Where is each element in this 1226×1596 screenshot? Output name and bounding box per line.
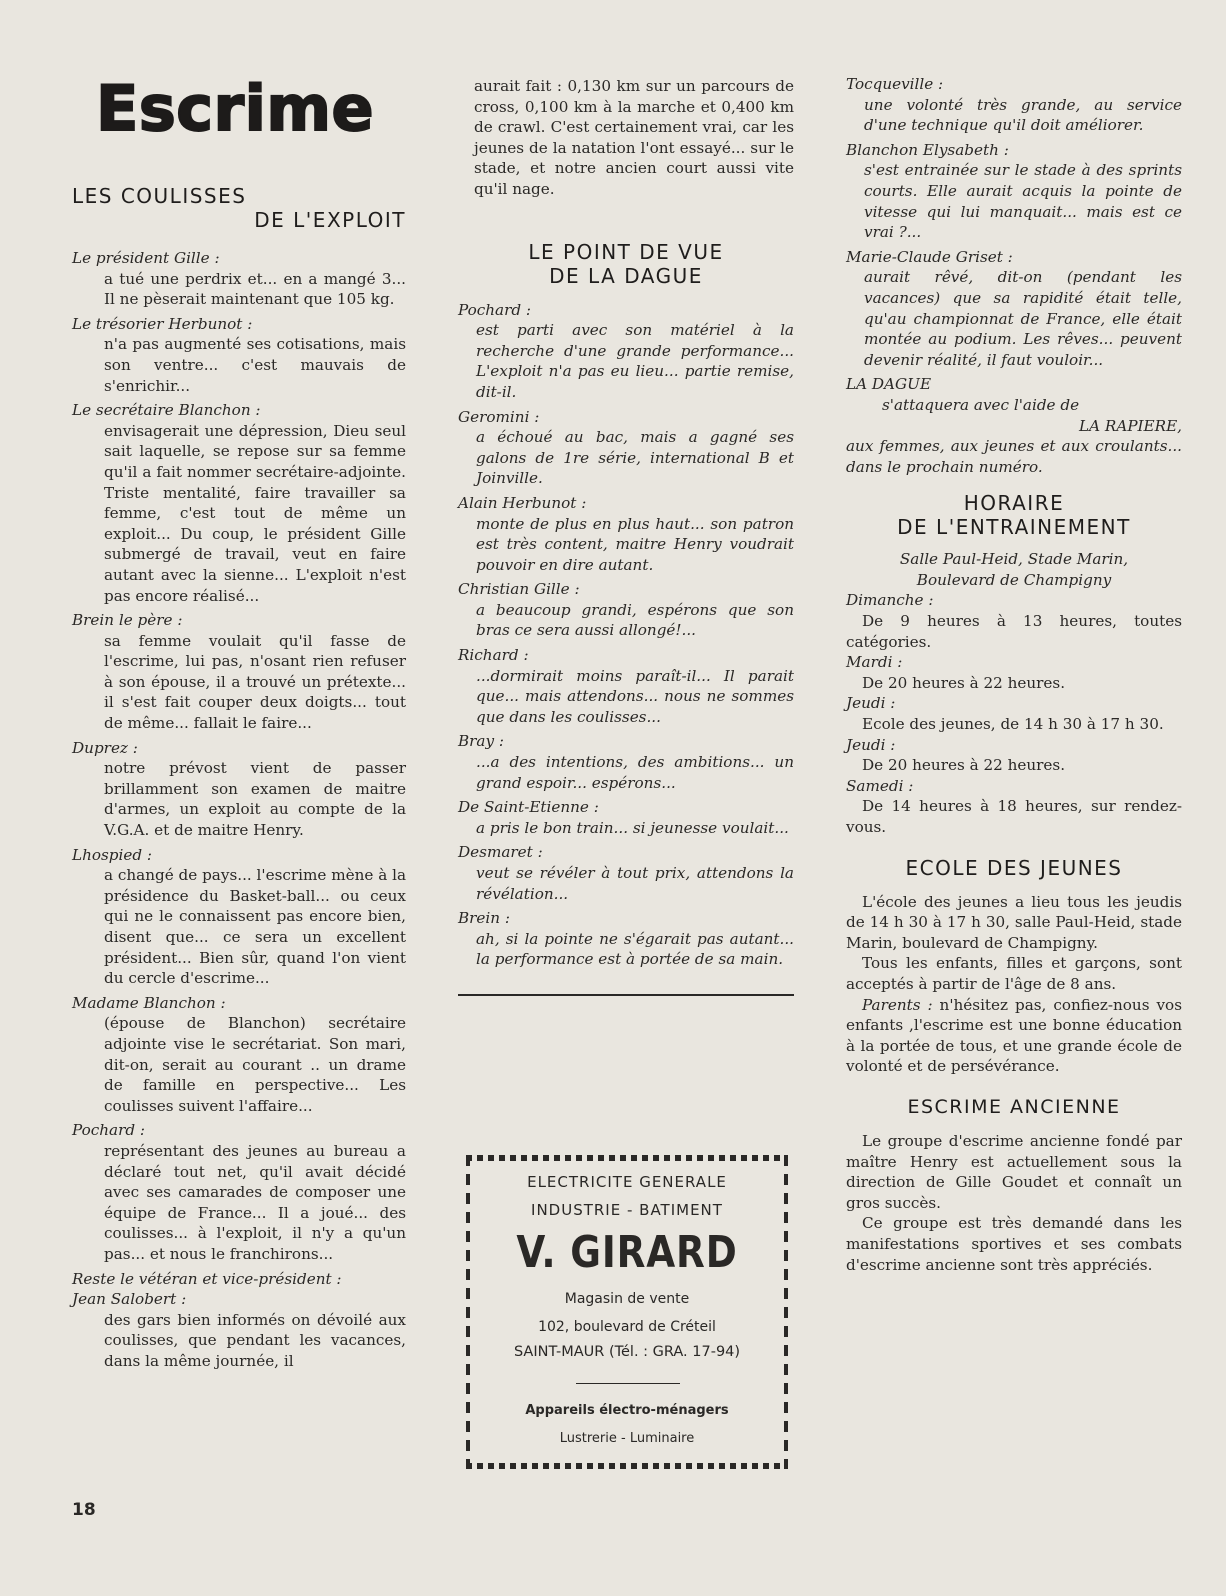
dague-list-continued [846, 74, 1182, 370]
entry-text: notre prévost vient de passer brillamment son examen de maitre d'armes, un exploit au compte de la V.G.A. et de maitre Henry. [104, 759, 406, 840]
entry-item [72, 400, 406, 606]
schedule-day: Mardi : [846, 653, 903, 672]
ad-line-industrie: INDUSTRIE - BATIMENT [531, 1201, 723, 1219]
section-heading-ecole: ECOLE DES JEUNES [905, 855, 1123, 880]
entry-item [846, 247, 1182, 371]
entry-name: De Saint-Etienne : [458, 798, 599, 817]
dague-list [458, 300, 794, 970]
entry-text: représentant des jeunes au bureau a déclaré tout net, qu'il avait décidé avec ses camarades de composer une équipe de France... Il a joué... des coulisses... à l'exploit, il n'y a qu'un pas... et nous le franchirons... [104, 1141, 406, 1263]
ad-border-top [466, 1155, 788, 1161]
entry-text: a changé de pays... l'escrime mène à la présidence du Basket-ball... ou ceux qui ne le connaissent pas encore bien, disent que... ce sera un excellent président... Bien sûr, quand l'on vient du cercle d'escrime... [104, 866, 406, 988]
dague-text-2: LA RAPIERE, [1079, 416, 1182, 435]
ancienne-paragraph-1: Le groupe d'escrime ancienne fondé par maître Henry est actuellement sous la direction de Gille Goudet et connaît un gros succès. [846, 1131, 1182, 1212]
entry-item [72, 993, 406, 1117]
ecole-paragraph-3: Parents : n'hésitez pas, confiez-nous vos enfants ,l'escrime est une bonne éducation à la portée de tous, et une grande école de volonté et de persévérance. [846, 995, 1182, 1076]
schedule-day: Jeudi : [846, 694, 896, 713]
entry-item [458, 842, 794, 904]
entry-name: Le secrétaire Blanchon : [72, 401, 261, 420]
entry-name: Lhospied : [72, 845, 153, 864]
entry-name: Geromini : [458, 407, 540, 426]
entry-item [72, 314, 406, 396]
entry-text: monte de plus en plus haut... son patron est très content, maitre Henry voudrait pouvoir en dire autant. [476, 514, 794, 574]
entry-name: Pochard : [72, 1121, 146, 1140]
horaire-place-1: Salle Paul-Heid, Stade Marin, [899, 550, 1129, 569]
entry-name: Desmaret : [458, 843, 543, 862]
entry-text: (épouse de Blanchon) secrétaire adjointe vise le secrétariat. Son mari, dit-on, serait au courant .. un drame de famille en perspective... Les coulisses suivent l'affaire... [104, 1014, 406, 1115]
schedule-hours: Ecole des jeunes, de 14 h 30 à 17 h 30. [862, 715, 1164, 734]
dague-text-1: s'attaquera avec l'aide de [882, 395, 1080, 414]
entry-text: est parti avec son matériel à la recherche d'une grande performance... L'exploit n'a pas eu lieu... partie remise, dit-il. [476, 321, 794, 401]
advertisement-girard [466, 1155, 788, 1469]
entry-name: Brein le père : [72, 611, 183, 630]
reste-line: Reste le vétéran et vice-président : [72, 1269, 342, 1288]
section-heading-horaire: HORAIRE DE L'ENTRAINEMENT [897, 491, 1131, 540]
schedule-day: Samedi : [846, 776, 914, 795]
coulisses-list [72, 248, 406, 1265]
ad-brand-name: V. GIRARD [516, 1227, 738, 1278]
entry-item [72, 248, 406, 310]
entry-item [846, 140, 1182, 243]
entry-text: a tué une perdrix et... en a mangé 3... Il ne pèserait maintenant que 105 kg. [104, 269, 406, 309]
entry-text: une volonté très grande, au service d'une technique qu'il doit améliorer. [864, 95, 1182, 135]
schedule-day: Jeudi : [846, 735, 896, 754]
ecole-paragraph-1: L'école des jeunes a lieu tous les jeudis de 14 h 30 à 17 h 30, salle Paul-Heid, stade Marin, boulevard de Champigny. [846, 892, 1182, 952]
ad-border-bottom [466, 1463, 788, 1469]
entry-name: Richard : [458, 646, 529, 665]
entry-name: Duprez : [72, 738, 138, 757]
entry-name: Madame Blanchon : [72, 993, 226, 1012]
ad-line-lustrerie: Lustrerie - Luminaire [559, 1431, 695, 1446]
schedule-hours: De 20 heures à 22 heures. [862, 673, 1066, 692]
schedule-hours: De 9 heures à 13 heures, toutes catégories. [846, 612, 1182, 651]
entry-name: Christian Gille : [458, 580, 580, 599]
entry-item [458, 407, 794, 489]
entry-name: Jean Salobert : [72, 1290, 187, 1309]
entry-text: ...dormirait moins paraît-il... Il parait que... mais attendons... nous ne sommes que dans les coulisses... [476, 666, 794, 726]
entry-name: Pochard : [458, 300, 532, 319]
ancienne-paragraph-2: Ce groupe est très demandé dans les manifestations sportives et ses combats d'escrime ancienne sont très appréciés. [846, 1214, 1182, 1274]
entry-item [458, 579, 794, 641]
entry-item [72, 610, 406, 734]
horaire-place-2: Boulevard de Champigny [916, 570, 1112, 589]
entry-text: ah, si la pointe ne s'égarait pas autant... la performance est à portée de sa main. [476, 929, 794, 969]
ad-line-phone: SAINT-MAUR (Tél. : GRA. 17-94) [513, 1344, 741, 1360]
entry-item [458, 645, 794, 727]
entry-name: Marie-Claude Griset : [846, 247, 1013, 266]
ad-line-magasin: Magasin de vente [564, 1291, 690, 1307]
entry-item [846, 74, 1182, 136]
divider-rule [458, 994, 794, 996]
entry-item [458, 300, 794, 403]
entry-name: Bray : [458, 732, 505, 751]
ad-line-address: 102, boulevard de Créteil [538, 1319, 716, 1335]
entry-text: ...a des intentions, des ambitions... un grand espoir... espérons... [476, 753, 794, 792]
column-right [846, 74, 1182, 1275]
ecole-paragraph-2: Tous les enfants, filles et garçons, sont acceptés à partir de l'âge de 8 ans. [846, 954, 1182, 993]
column-middle [458, 76, 794, 996]
column-left [72, 184, 406, 1371]
entry-text: des gars bien informés on dévoilé aux coulisses, que pendant les vacances, dans la même journée, il [104, 1310, 406, 1370]
schedule-day: Dimanche : [846, 591, 934, 610]
entry-text: sa femme voulait qu'il fasse de l'escrime, lui pas, n'osant rien refuser à son épouse, il a trouvé un prétexte... il s'est fait couper deux doigts... tout de même... fallait le faire... [104, 631, 406, 733]
schedule-hours: De 20 heures à 22 heures. [862, 756, 1066, 775]
section-heading-coulisses: LES COULISSES DE L'EXPLOIT [72, 184, 406, 232]
entry-item [458, 493, 794, 575]
entry-item [72, 1120, 406, 1264]
entry-item [72, 845, 406, 989]
entry-item [458, 797, 794, 838]
entry-text: n'a pas augmenté ses cotisations, mais son ventre... c'est mauvais de s'enrichir... [104, 335, 406, 395]
entry-text: a pris le bon train... si jeunesse voulait... [476, 818, 789, 837]
section-heading-ancienne: ESCRIME ANCIENNE [907, 1095, 1121, 1118]
entry-name: Le trésorier Herbunot : [72, 314, 253, 333]
entry-name: Brein : [458, 909, 510, 928]
entry-text: veut se révéler à tout prix, attendons la révélation... [476, 864, 794, 903]
dague-label: LA DAGUE [846, 375, 932, 394]
entry-text: a échoué au bac, mais a gagné ses galons de 1re série, international B et Joinville. [476, 428, 794, 488]
entry-text: envisagerait une dépression, Dieu seul sait laquelle, se repose sur sa femme qu'il a fait nommer secrétaire-adjointe. Triste mentalité, faire travailler sa femme, c'est tout de même un exploit... Du coup, le président Gille submergé de travail, veut en faire autant avec la sienne... L'exploit n'est pas encore réalisé... [104, 421, 406, 605]
masthead-title: Escrime [96, 72, 374, 145]
ad-separator [576, 1383, 680, 1384]
entry-name: Alain Herbunot : [458, 493, 587, 512]
ad-line-appareils: Appareils électro-ménagers [525, 1403, 729, 1418]
ad-line-electricite: ELECTRICITE GENERALE [527, 1173, 727, 1191]
entry-name: Le président Gille : [72, 249, 220, 267]
section-heading-dague: LE POINT DE VUE DE LA DAGUE [528, 239, 724, 288]
entry-item [72, 738, 406, 841]
entry-text: aurait rêvé, dit-on (pendant les vacances) que sa rapidité était telle, qu'au championnat de France, elle était montée au podium. Les rêves... peuvent devenir réalité, il faut vouloir... [864, 268, 1182, 369]
entry-item [458, 731, 794, 793]
schedule-list [846, 590, 1182, 837]
entry-text: a beaucoup grandi, espérons que son bras ce sera aussi allongé!... [476, 600, 794, 640]
schedule-hours: De 14 heures à 18 heures, sur rendez-vous. [846, 797, 1182, 836]
parents-label: Parents : [862, 995, 933, 1014]
page-number: 18 [72, 1500, 96, 1520]
entry-item [458, 908, 794, 970]
entry-name: Tocqueville : [846, 75, 944, 93]
dague-text-3: aux femmes, aux jeunes et aux croulants... dans le prochain numéro. [846, 437, 1182, 476]
entry-name: Blanchon Elysabeth : [846, 140, 1009, 159]
entry-text: s'est entrainée sur le stade à des sprints courts. Elle aurait acquis la pointe de vitesse qui lui manquait... mais est ce vrai ?... [864, 161, 1182, 242]
continuation-text: aurait fait : 0,130 km sur un parcours de cross, 0,100 km à la marche et 0,400 km de crawl. C'est certainement vrai, car les jeunes de la natation l'ont essayé... sur le stade, et notre ancien court aussi vite qu'il nage. [474, 77, 794, 198]
